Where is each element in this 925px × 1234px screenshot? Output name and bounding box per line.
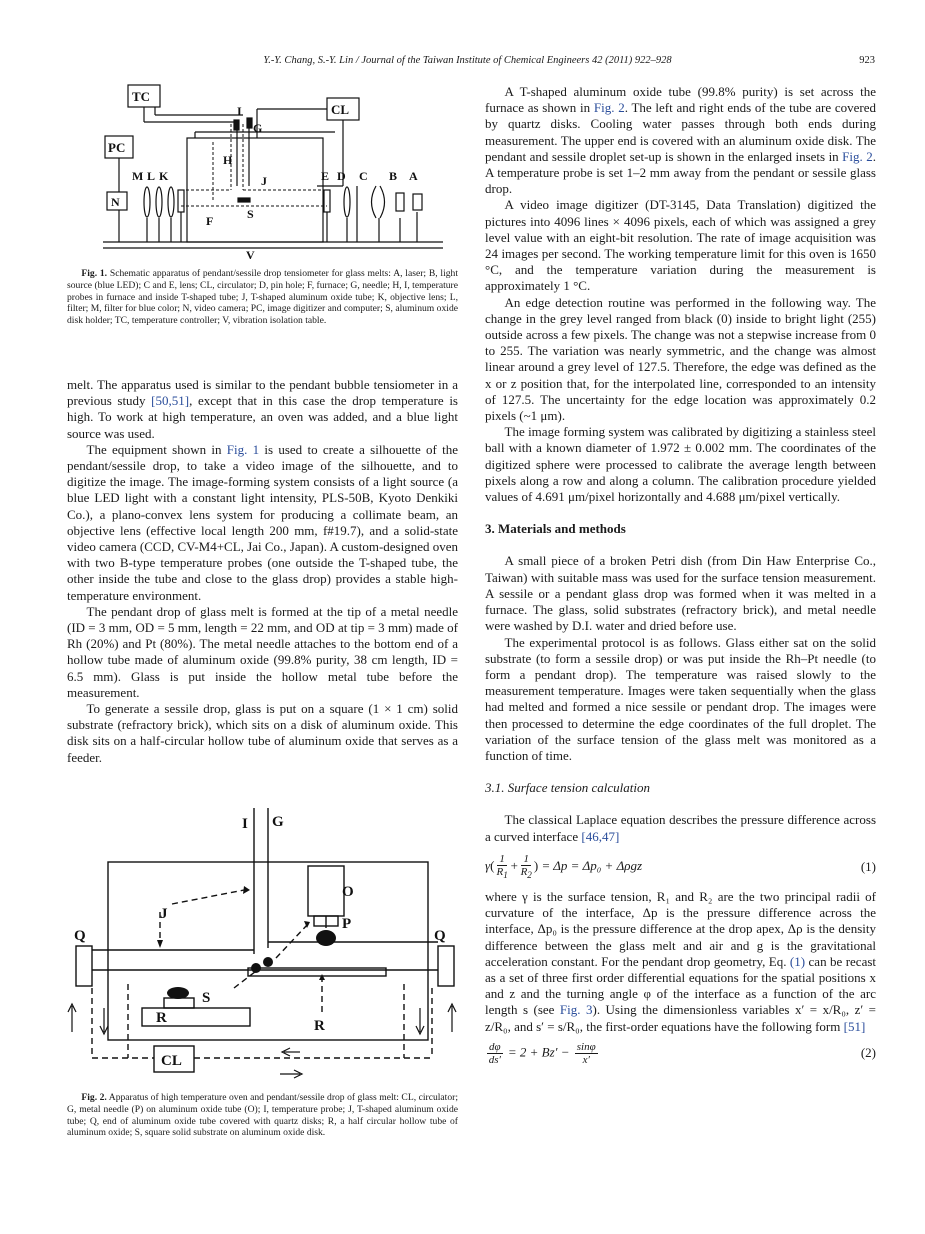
right-paragraph-5: A small piece of a broken Petri dish (from Din Haw Enterprise Co., Taiwan) with suitable mass was used for the surface tension measurement. A sessile or a pendant glass drop was formed when it was melted in a furnace. The glass, solid substrates (refractory brick), and metal needle were washed by D.I. water and dried before use. bbox=[485, 553, 876, 634]
page-number: 923 bbox=[859, 55, 875, 66]
fig2-label-j: J bbox=[160, 906, 168, 922]
right-paragraph-8: where γ is the surface tension, R₁ and R₂ are the two principal radii of curvature of the interface, Δp is the pressure difference across the interface, Δp₀ is the pressure difference at the drop apex, Δρ is the density difference between the glass melt and air and g is the gravitational acceleration constant. For the pendant drop geometry, Eq. (1) can be recast as a set of three first order differential equations for the spatial positions x and z and the turning angle φ of the interface as a function of the arc length s (see Fig. 3). Using the dimensionless variables x′ = x/R₀, z′ = z/R₀, and s′ = s/R₀, the first-order equations have the following form [51] bbox=[485, 888, 877, 1034]
ref-link[interactable]: [50,51] bbox=[151, 393, 190, 409]
fig1-label-v: V bbox=[246, 248, 255, 262]
fig1-label-n: N bbox=[111, 195, 120, 209]
figure-2-schematic bbox=[64, 808, 460, 1088]
fig2-label-q-left: Q bbox=[74, 928, 86, 944]
left-paragraph-1: melt. The apparatus used is similar to the pendant bubble tensiometer in a previous study [50,51], except that in this case the drop temperature is high. To work at high temperature, an oven was added, and a blue light source was used. bbox=[67, 377, 458, 441]
right-paragraph-1: A T-shaped aluminum oxide tube (99.8% purity) is set across the furnace as shown in Fig. 2. The left and right ends of the tube are covered by quartz disks. Cooling water passes through both ends during measurement. The upper end is covered with an aluminum oxide disk. The pendant and sessile droplet set-up is shown in the enlarged insets in Fig. 2. A temperature probe is set 1–2 mm away from the pendant or sessile glass drop. bbox=[485, 84, 877, 197]
left-column-body bbox=[67, 377, 458, 766]
fig1-label-e: E bbox=[321, 169, 330, 183]
fig1-label-k: K bbox=[159, 169, 169, 183]
equation-1-number: (1) bbox=[860, 858, 876, 874]
fig1-label-h: H bbox=[223, 153, 233, 167]
figure-1-schematic bbox=[95, 82, 457, 262]
fig2-label-r-left: R bbox=[156, 1010, 167, 1026]
right-paragraph-2: A video image digitizer (DT-3145, Data Translation) digitized the pictures into 4096 lines × 4096 pixels, each of which was assigned a grey level value with an eight-bit resolution. The rate of image acquisition was 24 images per second. The working temperature limit for this oven is 1650 °C, and the temperature variation during the measurement is approximately 1 °C. bbox=[485, 197, 876, 294]
fig2-label-o: O bbox=[342, 884, 354, 900]
fig2-label-cl: CL bbox=[161, 1053, 182, 1069]
fig1-label-c: C bbox=[359, 169, 368, 183]
figure-2-caption-block bbox=[67, 1092, 458, 1139]
fig1-label-g: G bbox=[253, 121, 263, 135]
section-3-heading: 3. Materials and methods bbox=[485, 521, 626, 537]
section-3-1-heading: 3.1. Surface tension calculation bbox=[485, 780, 651, 796]
eq-1-link[interactable]: (1) bbox=[789, 953, 806, 969]
fig2-label-q-right: Q bbox=[434, 928, 446, 944]
figure-1-caption: Fig. 1. Schematic apparatus of pendant/sessile drop tensiometer for glass melts: A, laser; B, light source (blue LED); C and E, lens; CL, circulator; D, pin hole; F, furnace; G, needle; H, I, temperature probes in furnace and inside T-shaped tube; J, T-shaped aluminum oxide tube; K, objective lens; L, filter; M, filter for blue color; N, video camera; PC, image digitizer and computer; S, aluminum oxide disk holder; TC, temperature controller; V, vibration isolation table. bbox=[67, 268, 458, 327]
left-paragraph-4: To generate a sessile drop, glass is put on a square (1 × 1 cm) solid substrate (refractory brick), which sits on a disk of aluminum oxide. This disk sits on a half-circular hollow tube of aluminum oxide that serves as a feeder. bbox=[67, 701, 458, 765]
equation-2-number: (2) bbox=[860, 1045, 876, 1061]
fig2-label-s: S bbox=[202, 990, 211, 1006]
figure-1-caption-block bbox=[67, 268, 458, 327]
equation-2: $\frac{d\varphi}{ds'}$ = 2 + Bz′ − $\frac{\sin\varphi}{x'}$ (2) bbox=[488, 1040, 876, 1066]
fig1-label-b: B bbox=[389, 169, 398, 183]
fig1-label-i: I bbox=[237, 104, 242, 118]
right-paragraph-6: The experimental protocol is as follows. Glass either sat on the solid substrate (to form a sessile drop) or was put inside the Rh–Pt needle (to form a pendant drop). The temperature was raised slowly to the measurement temperature. Images were taken sequentially when the glass had melted and formed a nice sessile or pendant drop. The images were then processed to determine the edge coordinates of the full droplet. The variation of the surface tension of the glass melt was monitored as a function of time. bbox=[485, 634, 876, 763]
ref-link-51[interactable]: [51] bbox=[843, 1018, 866, 1034]
right-column-body bbox=[485, 84, 876, 1066]
fig2-label-r-right: R bbox=[314, 1018, 325, 1034]
right-paragraph-7: The classical Laplace equation describes the pressure difference across a curved interface [46,47] bbox=[485, 812, 876, 844]
fig1-label-tc: TC bbox=[132, 89, 151, 104]
left-paragraph-2: The equipment shown in Fig. 1 is used to create a silhouette of the pendant/sessile drop, to take a video image of the silhouette, and to digitize the image. The image-forming system consists of a light source (a blue LED light with a constant light intensity, PLS-50B, Kyoto Denkiki Co.), a plano-convex lens system for producing a collimate beam, an objective lens (effective local length 200 mm, f#19.7), and a solid-state video camera (CCD, CV-M4+CL, Jai Co., Japan). A custom-designed oven with two B-type temperature probes (one outside the T-shaped tube, the other inside the tube and close to the glass drop) provides a stable high-temperature environment. bbox=[67, 441, 459, 603]
fig2-label-i: I bbox=[242, 816, 248, 832]
figure-2-caption: Fig. 2. Apparatus of high temperature oven and pendant/sessile drop of glass melt: CL, circulator; G, metal needle (P) on aluminum oxide tube (O); I, temperature probe; J, T-shaped aluminum oxide tube; Q, end of aluminum oxide tube covered with quartz disks; R, a half circular hollow tube of aluminum oxide; S, square solid substrate on aluminum oxide disk. bbox=[67, 1092, 458, 1139]
fig1-label-cl: CL bbox=[331, 102, 350, 117]
fig1-label-s: S bbox=[247, 207, 254, 221]
running-title: Y.-Y. Chang, S.-Y. Lin / Journal of the Taiwan Institute of Chemical Engineers 42 (2011) 922–928 bbox=[263, 55, 672, 66]
fig2-label-g: G bbox=[272, 814, 284, 830]
equation-1: γ( $\frac{1}{R_1}$ + $\frac{1}{R_2}$ ) = Δp = Δp₀ + Δρgz (1) bbox=[485, 852, 876, 880]
right-paragraph-3: An edge detection routine was performed in the following way. The change in the grey level ranged from black (0) inside to bright light (255) outside across a few pixels. The change was not a stepwise increase from 0 to 255. The variation was nearly symmetric, and the change was almost linear around a grey level of 127.5. Therefore, the edge was defined as the x or z position that, for the interpolated line, corresponded to an intensity of 127.5. The uncertainty for the edge location was approximately 0.2 pixels (~1 μm). bbox=[485, 294, 876, 424]
ref-link-46-47[interactable]: [46,47] bbox=[581, 828, 620, 844]
left-paragraph-3: The pendant drop of glass melt is formed at the tip of a metal needle (ID = 3 mm, OD = 5 mm, length = 22 mm, and OD at tip = 3 mm) made of Rh (20%) and Pt (80%). The metal needle attaches to the bottom end of a hollow tube made of aluminum oxide (99.8% purity, 38 cm length, ID = 6.5 mm). Glass is put inside the hollow metal tube before the measurement. bbox=[67, 603, 458, 700]
fig1-label-f: F bbox=[206, 214, 214, 228]
fig1-label-m: M bbox=[132, 169, 144, 183]
fig1-label-d: D bbox=[337, 169, 346, 183]
right-paragraph-4: The image forming system was calibrated by digitizing a stainless steel ball with a known diameter of 1.972 ± 0.002 mm. The coordinates of the digitized sphere were processed to calibrate the average length between pixels along a row and along a column. The calibration procedure yielded values of 4.691 μm/pixel horizontally and 4.688 μm/pixel vertically. bbox=[485, 424, 876, 505]
fig1-label-pc: PC bbox=[108, 140, 126, 155]
figure-2-link[interactable]: Fig. 2 bbox=[593, 100, 625, 116]
figure-3-link[interactable]: Fig. 3 bbox=[559, 1002, 593, 1018]
figure-2-link-2[interactable]: Fig. 2 bbox=[842, 148, 873, 164]
figure-1-link[interactable]: Fig. 1 bbox=[226, 441, 260, 457]
fig2-label-p: P bbox=[342, 916, 352, 932]
fig1-label-a: A bbox=[409, 169, 418, 183]
fig1-label-l: L bbox=[147, 169, 156, 183]
fig1-label-j: J bbox=[261, 174, 267, 188]
